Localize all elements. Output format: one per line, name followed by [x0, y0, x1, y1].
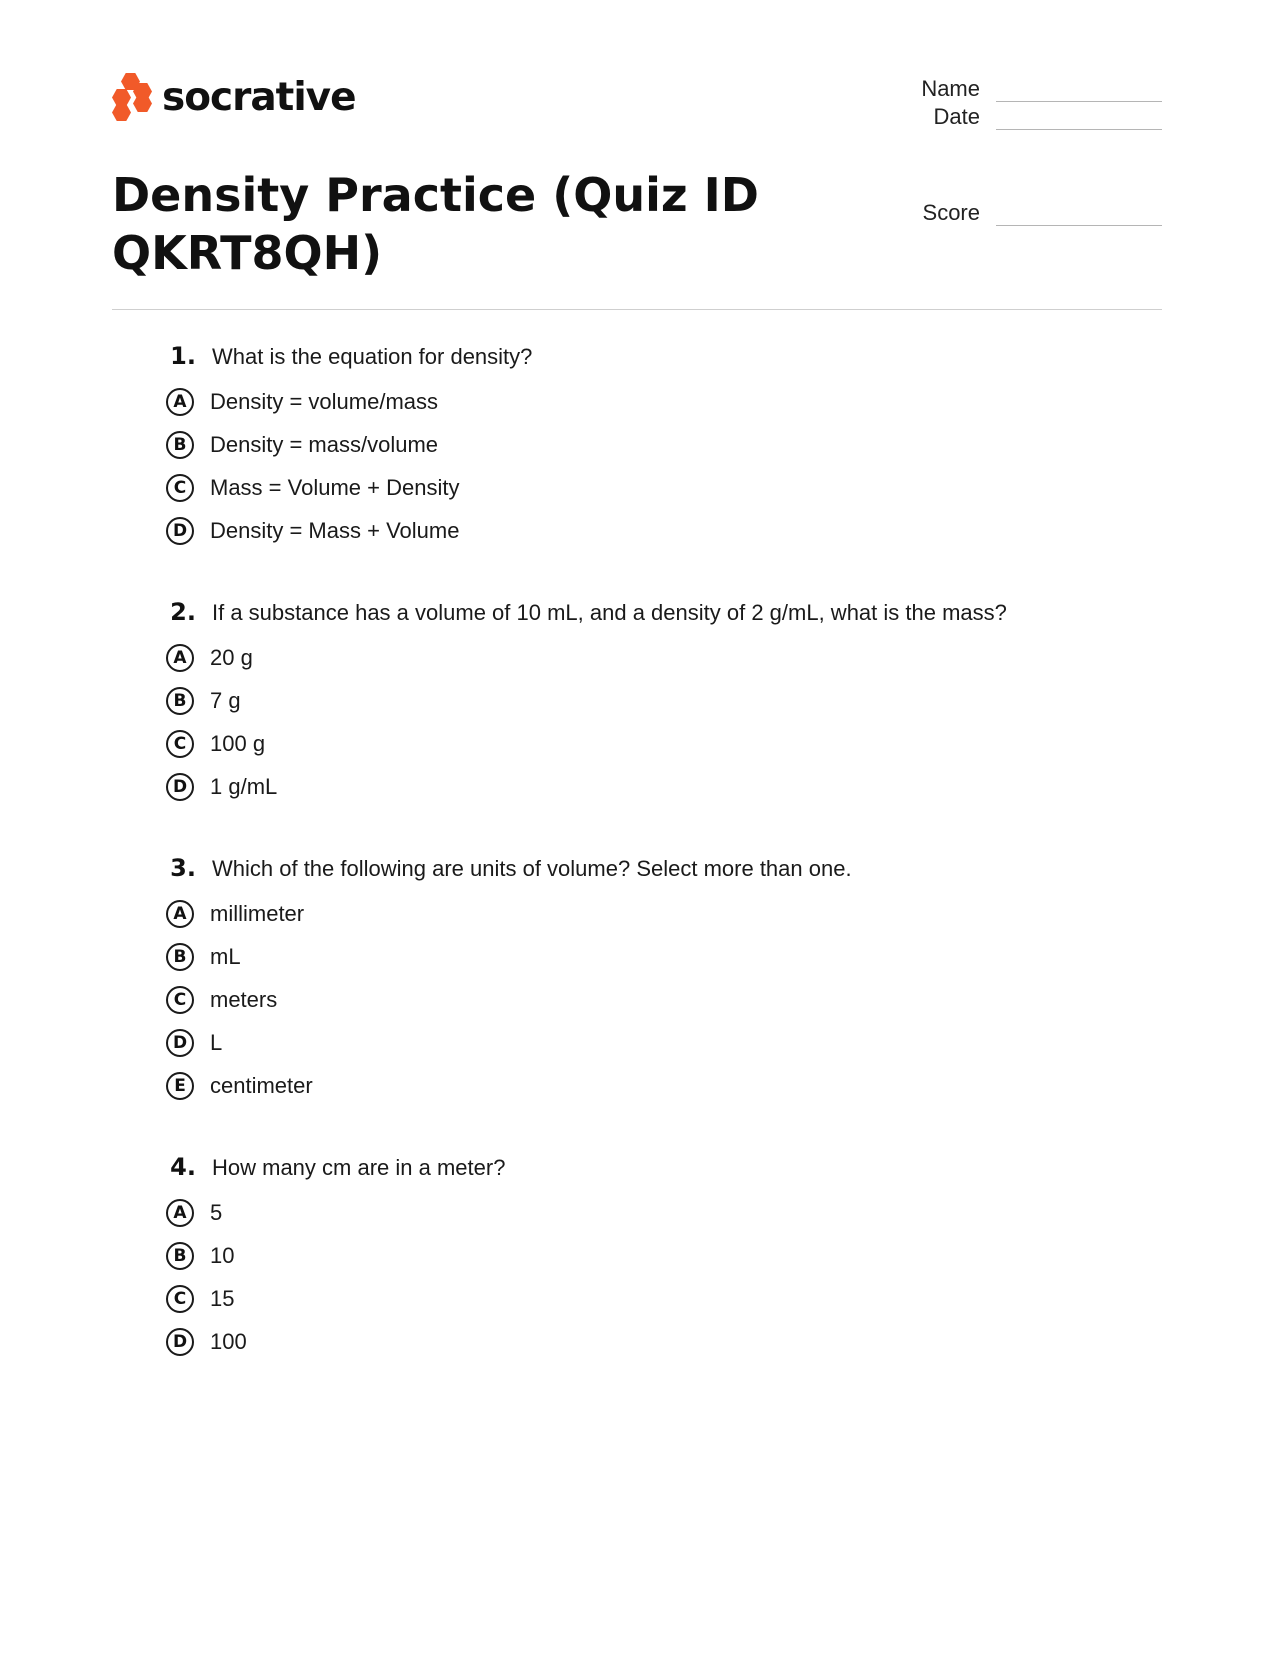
option-text: centimeter	[210, 1072, 313, 1098]
page-title: Density Practice (Quiz ID QKRT8QH)	[112, 168, 759, 280]
option-letter-bubble[interactable]: B	[166, 431, 194, 459]
header-divider	[112, 309, 1162, 310]
question-header	[162, 342, 1122, 380]
option-letter-bubble[interactable]: B	[166, 687, 194, 715]
option-letter-bubble[interactable]: D	[166, 1328, 194, 1356]
question-text: Which of the following are units of volume? Select more than one.	[212, 856, 852, 881]
option-letter-bubble[interactable]: E	[166, 1072, 194, 1100]
name-line[interactable]	[996, 81, 1162, 102]
question-2-option-a[interactable]	[162, 636, 1122, 679]
option-text: 15	[210, 1285, 235, 1311]
option-list	[162, 1191, 1122, 1363]
option-letter-bubble[interactable]: D	[166, 1029, 194, 1057]
option-letter-bubble[interactable]: C	[166, 1285, 194, 1313]
question-4	[162, 1153, 1122, 1363]
option-letter-bubble[interactable]: A	[166, 644, 194, 672]
question-3-option-b[interactable]	[162, 935, 1122, 978]
question-4-option-a[interactable]	[162, 1191, 1122, 1234]
score-field-row	[880, 200, 1162, 226]
option-letter-bubble[interactable]: A	[166, 1199, 194, 1227]
option-letter-bubble[interactable]: C	[166, 730, 194, 758]
option-text: millimeter	[210, 900, 305, 926]
question-text: If a substance has a volume of 10 mL, and a density of 2 g/mL, what is the mass?	[212, 600, 1007, 625]
option-list	[162, 380, 1122, 552]
question-number: 2.	[170, 598, 196, 626]
option-text: 100 g	[210, 730, 266, 756]
date-label: Date	[933, 104, 980, 129]
question-number: 1.	[170, 342, 196, 370]
question-header	[162, 1153, 1122, 1191]
name-field-row	[880, 76, 1162, 102]
option-text: 7 g	[210, 687, 241, 713]
option-text: 100	[210, 1328, 247, 1354]
option-letter-bubble[interactable]: A	[166, 388, 194, 416]
hexagon-logo-icon	[112, 72, 152, 124]
question-3-option-c[interactable]	[162, 978, 1122, 1021]
question-3-option-d[interactable]	[162, 1021, 1122, 1064]
question-2-option-c[interactable]	[162, 722, 1122, 765]
option-list	[162, 636, 1122, 808]
question-4-option-c[interactable]	[162, 1277, 1122, 1320]
score-line[interactable]	[996, 205, 1162, 226]
question-4-option-b[interactable]	[162, 1234, 1122, 1277]
question-3	[162, 854, 1122, 1107]
option-text: 1 g/mL	[210, 773, 278, 799]
option-letter-bubble[interactable]: C	[166, 474, 194, 502]
option-letter-bubble[interactable]: D	[166, 773, 194, 801]
option-text: meters	[210, 986, 278, 1012]
option-letter-bubble[interactable]: B	[166, 1242, 194, 1270]
date-field-row	[880, 104, 1162, 130]
option-text: Mass = Volume + Density	[210, 474, 460, 500]
question-2	[162, 598, 1122, 808]
brand-name: socrative	[162, 75, 356, 120]
option-text: 5	[210, 1199, 223, 1225]
question-4-option-d[interactable]	[162, 1320, 1122, 1363]
option-text: L	[210, 1029, 223, 1055]
question-1-option-c[interactable]	[162, 466, 1122, 509]
score-label: Score	[922, 200, 980, 225]
date-line[interactable]	[996, 109, 1162, 130]
question-text: What is the equation for density?	[212, 344, 533, 369]
question-text: How many cm are in a meter?	[212, 1155, 506, 1180]
question-1	[162, 342, 1122, 552]
option-letter-bubble[interactable]: C	[166, 986, 194, 1014]
question-list	[162, 342, 1122, 1409]
option-letter-bubble[interactable]: B	[166, 943, 194, 971]
option-text: mL	[210, 943, 241, 969]
option-text: Density = volume/mass	[210, 388, 439, 414]
question-3-option-a[interactable]	[162, 892, 1122, 935]
option-letter-bubble[interactable]: A	[166, 900, 194, 928]
socrative-logo	[112, 72, 356, 124]
question-2-option-d[interactable]	[162, 765, 1122, 808]
option-list	[162, 892, 1122, 1107]
option-text: Density = mass/volume	[210, 431, 439, 457]
question-number: 3.	[170, 854, 196, 882]
question-3-option-e[interactable]	[162, 1064, 1122, 1107]
option-text: 10	[210, 1242, 235, 1268]
option-text: 20 g	[210, 644, 253, 670]
name-label: Name	[921, 76, 980, 101]
question-header	[162, 598, 1122, 636]
question-1-option-a[interactable]	[162, 380, 1122, 423]
option-text: Density = Mass + Volume	[210, 517, 460, 543]
option-letter-bubble[interactable]: D	[166, 517, 194, 545]
question-2-option-b[interactable]	[162, 679, 1122, 722]
question-header	[162, 854, 1122, 892]
question-1-option-d[interactable]	[162, 509, 1122, 552]
question-number: 4.	[170, 1153, 196, 1181]
question-1-option-b[interactable]	[162, 423, 1122, 466]
